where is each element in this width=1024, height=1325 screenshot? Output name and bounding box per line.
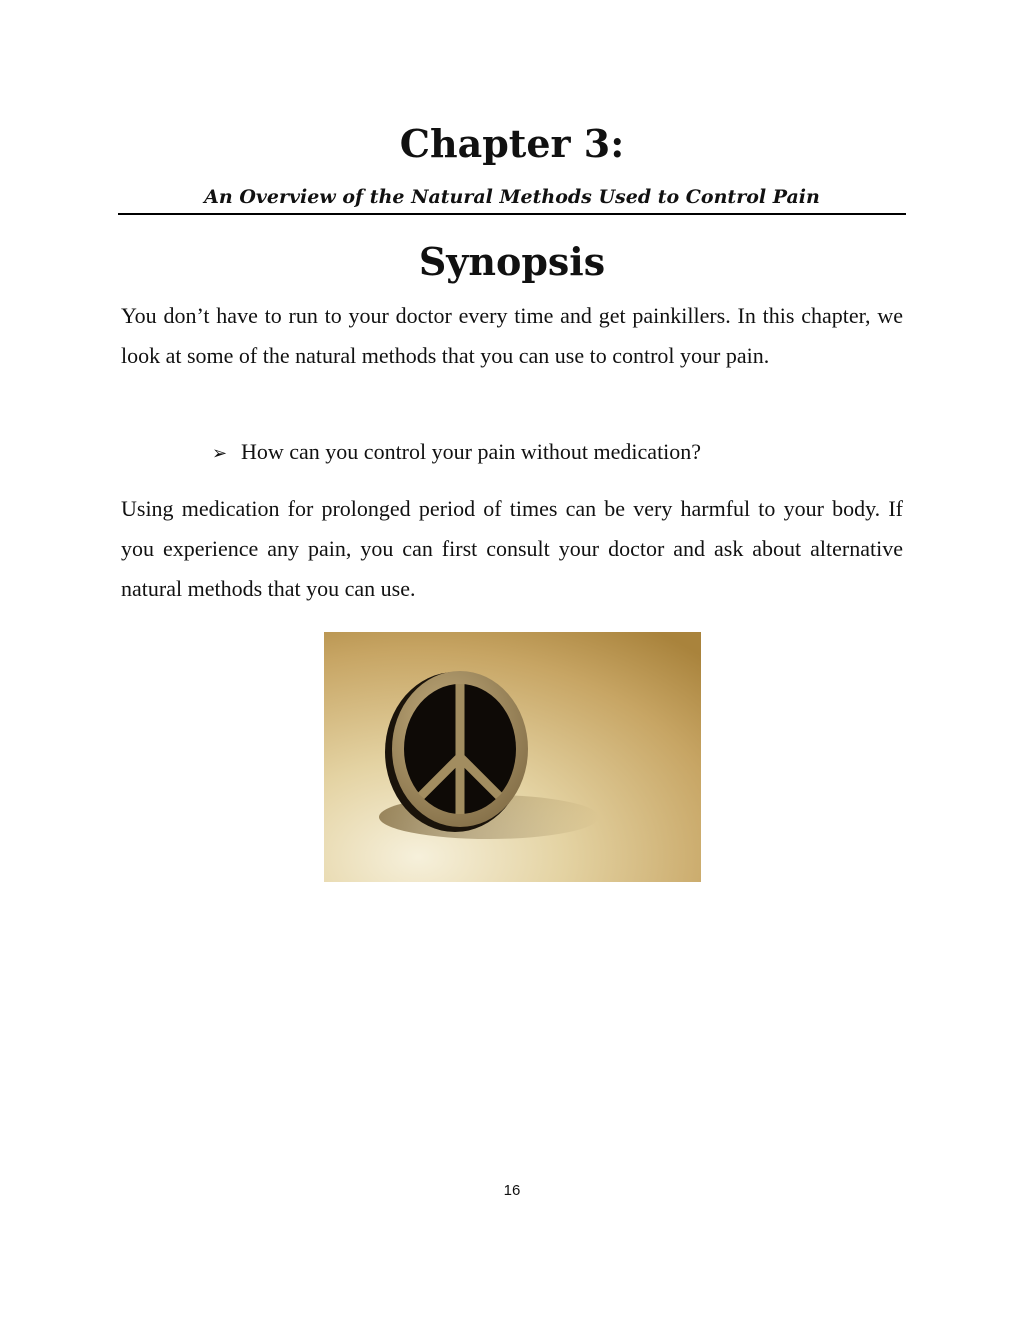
section-heading: Synopsis	[418, 239, 606, 284]
arrowhead-bullet-icon: ➢	[212, 443, 228, 463]
body-paragraph: Using medication for prolonged period of times can be very harmful to your body. If you experience any pain, you can first consult your doctor and ask about alternative natural methods that you can use.	[121, 496, 903, 601]
page-number: 16	[503, 1182, 521, 1199]
chapter-title: Chapter 3:	[399, 121, 625, 166]
bullet-text: How can you control your pain without medication?	[241, 439, 702, 464]
title-divider	[118, 213, 906, 215]
chapter-subtitle: An Overview of the Natural Methods Used to Control Pain	[204, 186, 820, 208]
peace-sign-photo	[324, 632, 701, 882]
bullet-item	[212, 432, 701, 473]
intro-paragraph: You don’t have to run to your doctor every time and get painkillers. In this chapter, we look at some of the natural methods that you can use to control your pain.	[121, 303, 903, 368]
